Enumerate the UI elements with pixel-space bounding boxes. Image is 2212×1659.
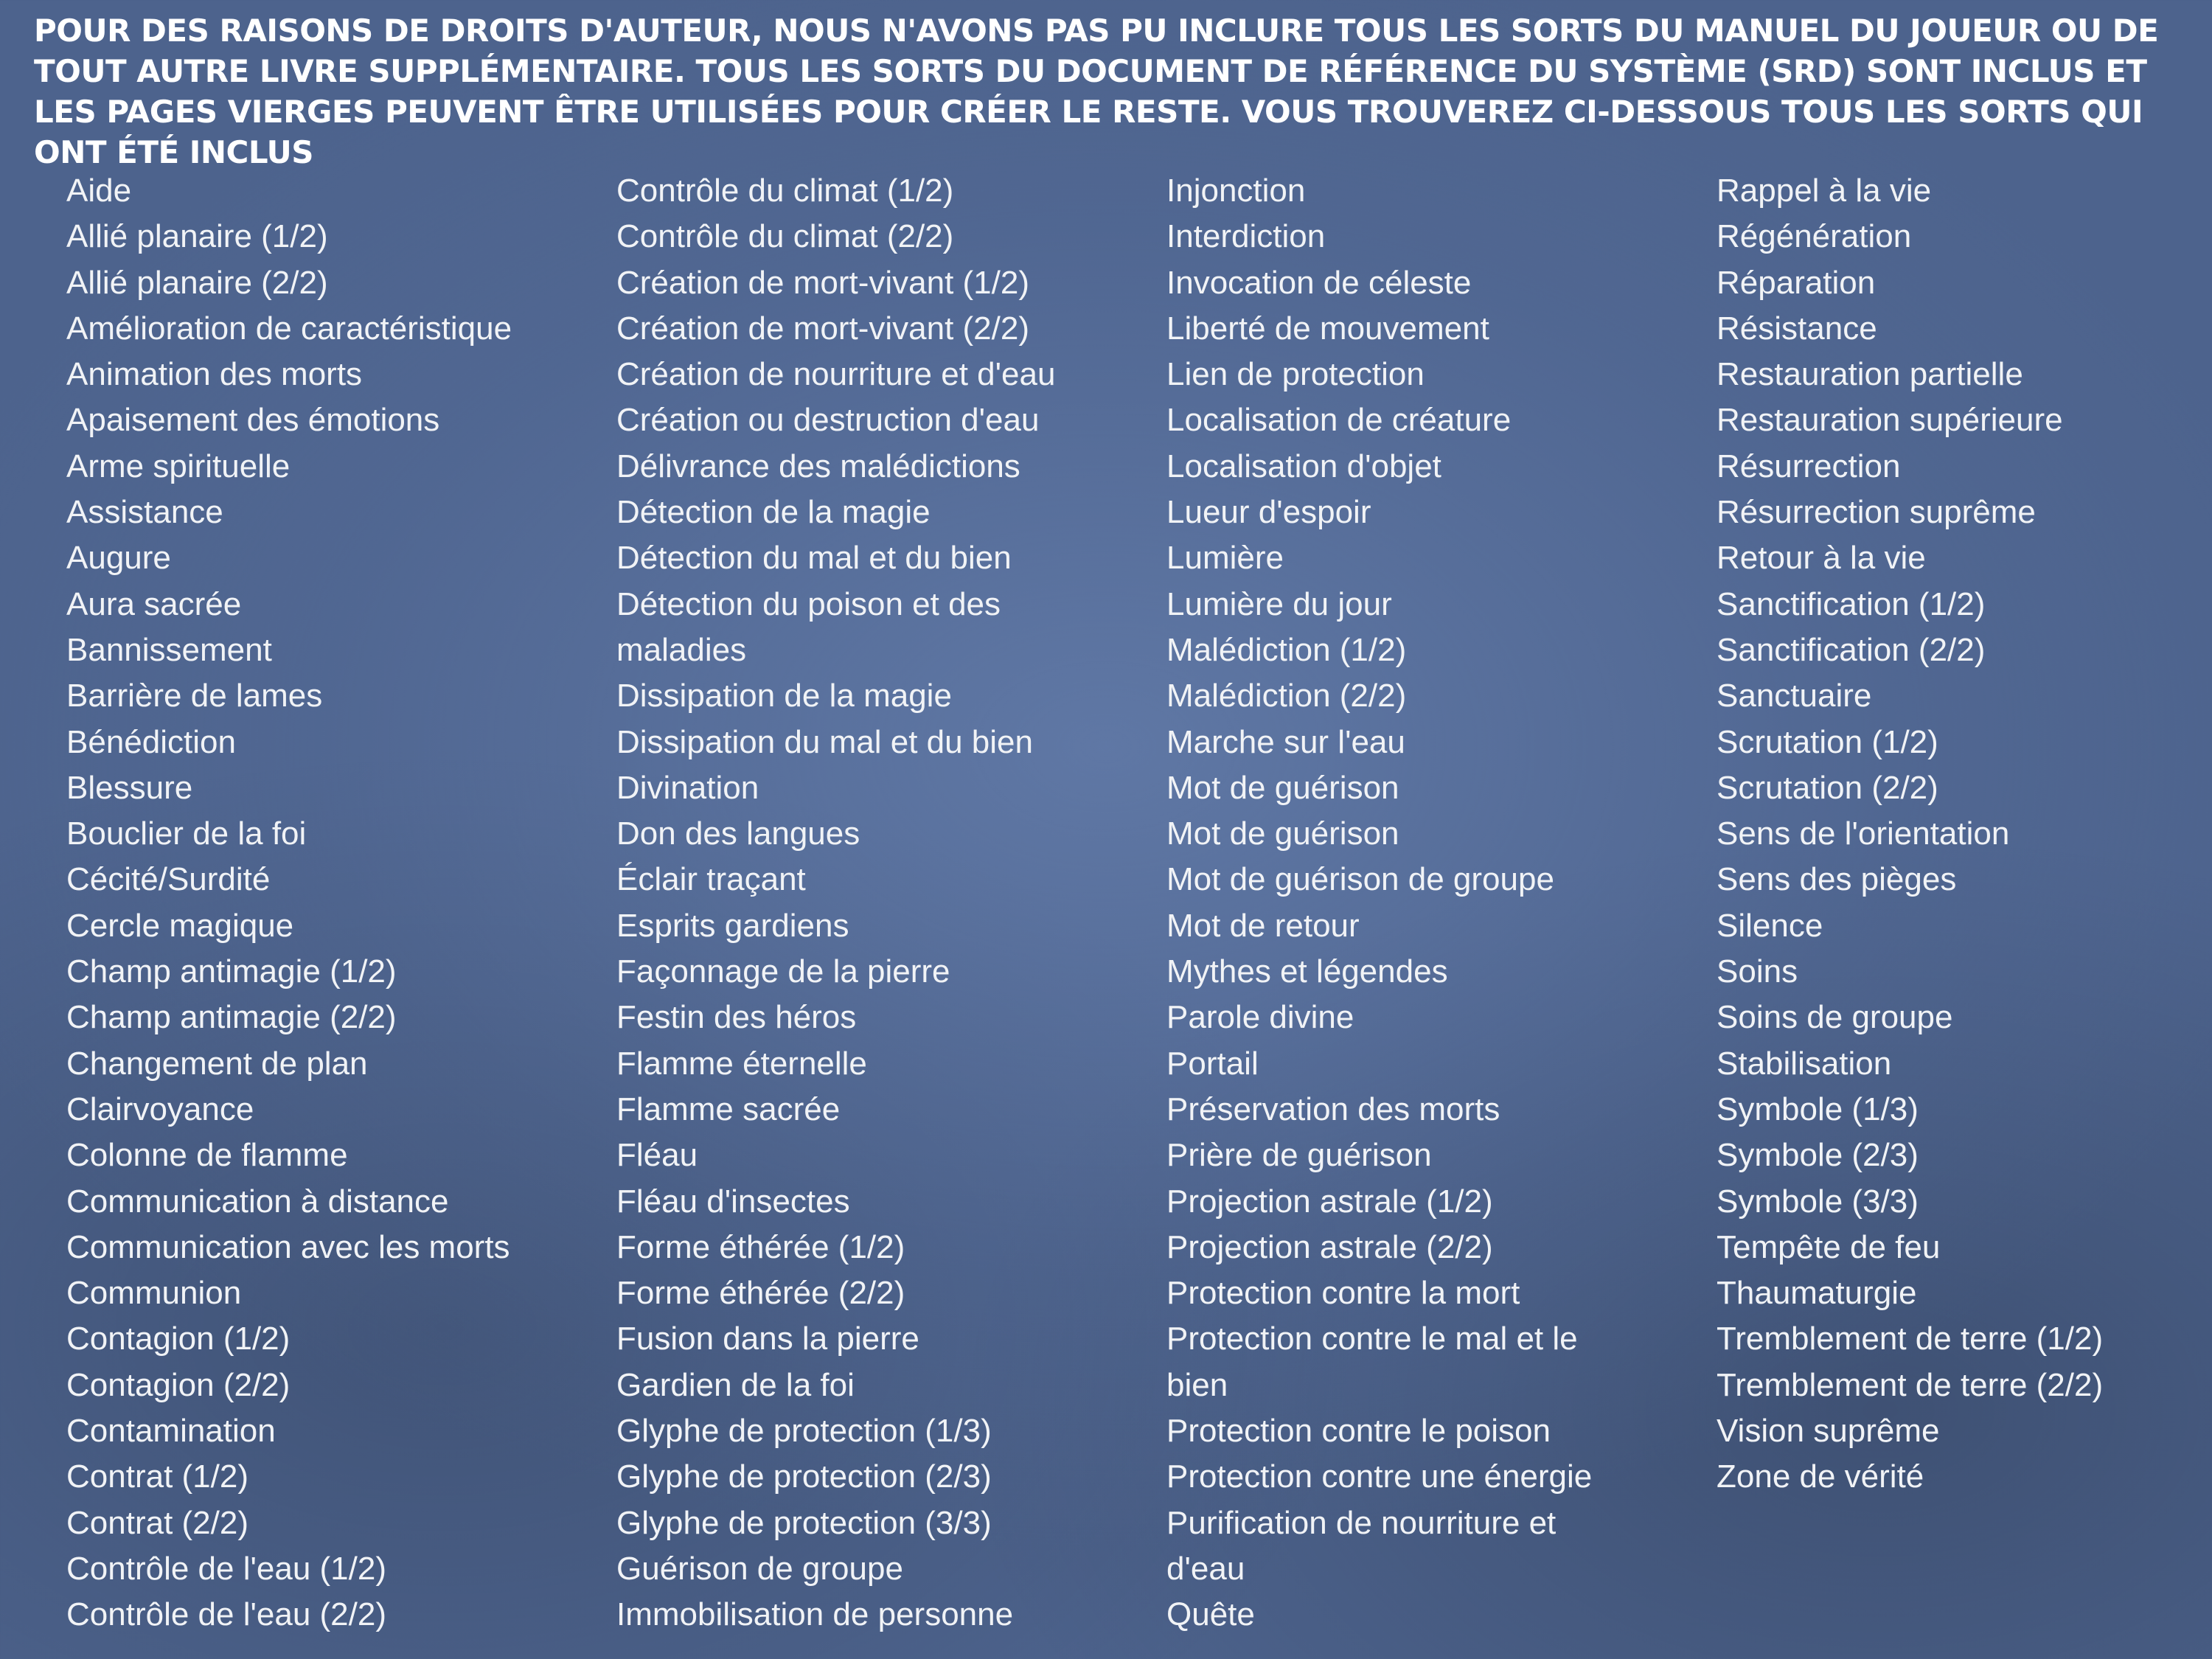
spell-list-item: Guérison de groupe bbox=[616, 1550, 903, 1587]
spell-list-item: Esprits gardiens bbox=[616, 907, 849, 944]
spell-list-item: Cécité/Surdité bbox=[66, 861, 271, 898]
spell-list-item: Détection du poison et des bbox=[616, 585, 1001, 622]
spell-list-item: Dissipation de la magie bbox=[616, 678, 952, 714]
spell-list-item: Communion bbox=[66, 1275, 242, 1312]
spell-column-4 bbox=[1717, 168, 2212, 1500]
spell-list-item: Détection du mal et du bien bbox=[616, 540, 1012, 577]
spell-list-item: Lien de protection bbox=[1166, 356, 1425, 393]
spell-list-item: Stabilisation bbox=[1717, 1045, 1892, 1082]
spell-list-item: Symbole (3/3) bbox=[1717, 1183, 1919, 1220]
spell-list-item: Contrat (2/2) bbox=[66, 1504, 248, 1541]
spell-list-item: d'eau bbox=[1166, 1550, 1245, 1587]
spell-list-item: Protection contre le poison bbox=[1166, 1413, 1551, 1450]
spell-list-item: Soins de groupe bbox=[1717, 999, 1953, 1036]
spell-list-item: Glyphe de protection (3/3) bbox=[616, 1504, 992, 1541]
spell-list-item: Localisation d'objet bbox=[1166, 448, 1441, 484]
spell-list-item: Régénération bbox=[1717, 218, 1912, 255]
spell-list-item: Contagion (1/2) bbox=[66, 1321, 291, 1357]
spell-list-item: Glyphe de protection (1/3) bbox=[616, 1413, 992, 1450]
spell-list-item: Projection astrale (1/2) bbox=[1166, 1183, 1493, 1220]
spell-list-item: bien bbox=[1166, 1366, 1228, 1403]
spell-list-item: Mot de guérison de groupe bbox=[1166, 861, 1554, 898]
spell-column-3 bbox=[1166, 168, 1712, 1638]
spell-list-item: Champ antimagie (1/2) bbox=[66, 953, 397, 990]
spell-list-item: Colonne de flamme bbox=[66, 1137, 348, 1174]
spell-list-item: Aura sacrée bbox=[66, 585, 242, 622]
spell-list-item: Portail bbox=[1166, 1045, 1259, 1082]
spell-list-item: Festin des héros bbox=[616, 999, 857, 1036]
spell-list-item: Sanctification (1/2) bbox=[1717, 585, 1986, 622]
spell-list-item: Tremblement de terre (2/2) bbox=[1717, 1366, 2104, 1403]
spell-list-item: Création de mort-vivant (2/2) bbox=[616, 310, 1029, 347]
spell-list-item: Mot de guérison bbox=[1166, 815, 1399, 852]
spell-list-item: maladies bbox=[616, 631, 747, 668]
spell-list-item: Création de mort-vivant (1/2) bbox=[616, 264, 1029, 301]
spell-list-item: Mythes et légendes bbox=[1166, 953, 1448, 990]
spell-list-item: Malédiction (2/2) bbox=[1166, 678, 1407, 714]
spell-list-item: Quête bbox=[1166, 1596, 1255, 1633]
spell-list-item: Retour à la vie bbox=[1717, 540, 1926, 577]
spell-list-item: Contrôle du climat (1/2) bbox=[616, 173, 954, 209]
spell-list-item: Sanctuaire bbox=[1717, 678, 1872, 714]
spell-list-item: Interdiction bbox=[1166, 218, 1326, 255]
spell-list-item: Forme éthérée (1/2) bbox=[616, 1228, 905, 1265]
spell-list-item: Contagion (2/2) bbox=[66, 1366, 291, 1403]
spell-list-item: Marche sur l'eau bbox=[1166, 723, 1405, 760]
spell-list-item: Sens de l'orientation bbox=[1717, 815, 2010, 852]
spell-list-item: Protection contre une énergie bbox=[1166, 1458, 1593, 1495]
spell-list-item: Vision suprême bbox=[1717, 1413, 1940, 1450]
spell-list-item: Communication à distance bbox=[66, 1183, 449, 1220]
spell-list-item: Augure bbox=[66, 540, 171, 577]
spell-list-item: Assistance bbox=[66, 494, 223, 531]
spell-list-item: Restauration partielle bbox=[1717, 356, 2023, 393]
spell-list-item: Zone de vérité bbox=[1717, 1458, 1924, 1495]
spell-list-item: Fléau bbox=[616, 1137, 698, 1174]
spell-list-item: Symbole (2/3) bbox=[1717, 1137, 1919, 1174]
spell-list-item: Communication avec les morts bbox=[66, 1228, 510, 1265]
spell-list-item: Création de nourriture et d'eau bbox=[616, 356, 1056, 393]
spell-list-item: Liberté de mouvement bbox=[1166, 310, 1489, 347]
spell-list-item: Injonction bbox=[1166, 173, 1306, 209]
spell-list-item: Barrière de lames bbox=[66, 678, 323, 714]
spell-list-item: Localisation de créature bbox=[1166, 402, 1512, 439]
spell-list-item: Purification de nourriture et bbox=[1166, 1504, 1557, 1541]
spell-list-item: Clairvoyance bbox=[66, 1091, 254, 1127]
spell-list-item: Malédiction (1/2) bbox=[1166, 631, 1407, 668]
spell-list-item: Résurrection suprême bbox=[1717, 494, 2036, 531]
spell-list-item: Façonnage de la pierre bbox=[616, 953, 950, 990]
spell-list-item: Protection contre la mort bbox=[1166, 1275, 1520, 1312]
spell-list-item: Glyphe de protection (2/3) bbox=[616, 1458, 992, 1495]
spell-list-item: Tempête de feu bbox=[1717, 1228, 1941, 1265]
spell-list-item: Allié planaire (2/2) bbox=[66, 264, 328, 301]
spell-list-item: Fléau d'insectes bbox=[616, 1183, 850, 1220]
spell-list-item: Animation des morts bbox=[66, 356, 363, 393]
spell-list-item: Délivrance des malédictions bbox=[616, 448, 1020, 484]
spell-list-item: Lumière du jour bbox=[1166, 585, 1392, 622]
spell-list-item: Invocation de céleste bbox=[1166, 264, 1472, 301]
spell-list-item: Préservation des morts bbox=[1166, 1091, 1500, 1127]
spell-column-2 bbox=[616, 168, 1162, 1638]
spell-list-item: Bouclier de la foi bbox=[66, 815, 307, 852]
spell-list-item: Aide bbox=[66, 173, 132, 209]
spell-list-item: Contrôle de l'eau (1/2) bbox=[66, 1550, 386, 1587]
spell-list-item: Contrat (1/2) bbox=[66, 1458, 248, 1495]
spell-list-item: Gardien de la foi bbox=[616, 1366, 855, 1403]
spell-list-item: Contamination bbox=[66, 1413, 276, 1450]
spell-list-item: Lueur d'espoir bbox=[1166, 494, 1371, 531]
spell-list-item: Mot de guérison bbox=[1166, 769, 1399, 806]
spell-list-item: Don des langues bbox=[616, 815, 860, 852]
spell-list-item: Sanctification (2/2) bbox=[1717, 631, 1986, 668]
spell-list-item: Flamme sacrée bbox=[616, 1091, 841, 1127]
spell-list-item: Contrôle du climat (2/2) bbox=[616, 218, 954, 255]
spell-list-item: Création ou destruction d'eau bbox=[616, 402, 1040, 439]
spell-list-item: Allié planaire (1/2) bbox=[66, 218, 328, 255]
spell-list-item: Immobilisation de personne bbox=[616, 1596, 1014, 1633]
spell-list-item: Symbole (1/3) bbox=[1717, 1091, 1919, 1127]
spell-list-item: Tremblement de terre (1/2) bbox=[1717, 1321, 2104, 1357]
spell-list-item: Apaisement des émotions bbox=[66, 402, 440, 439]
spell-list-item: Dissipation du mal et du bien bbox=[616, 723, 1033, 760]
spell-list-item: Scrutation (1/2) bbox=[1717, 723, 1938, 760]
spell-column-1 bbox=[66, 168, 612, 1638]
spell-list-item: Éclair traçant bbox=[616, 861, 806, 898]
spell-list-item: Soins bbox=[1717, 953, 1798, 990]
spell-list-item: Bénédiction bbox=[66, 723, 236, 760]
spell-list-item: Arme spirituelle bbox=[66, 448, 291, 484]
spell-list-item: Réparation bbox=[1717, 264, 1876, 301]
spell-list-item: Mot de retour bbox=[1166, 907, 1360, 944]
spell-list-item: Cercle magique bbox=[66, 907, 294, 944]
spell-list-item: Sens des pièges bbox=[1717, 861, 1957, 898]
spell-list-item: Thaumaturgie bbox=[1717, 1275, 1917, 1312]
spell-list-item: Lumière bbox=[1166, 540, 1284, 577]
spell-list-item: Restauration supérieure bbox=[1717, 402, 2063, 439]
spell-list-item: Contrôle de l'eau (2/2) bbox=[66, 1596, 386, 1633]
spell-list-item: Flamme éternelle bbox=[616, 1045, 867, 1082]
spell-list-item: Parole divine bbox=[1166, 999, 1354, 1036]
spell-list-item: Silence bbox=[1717, 907, 1823, 944]
spell-list bbox=[66, 168, 2205, 1635]
spell-list-item: Protection contre le mal et le bbox=[1166, 1321, 1578, 1357]
spell-list-item: Divination bbox=[616, 769, 759, 806]
spell-list-item: Résistance bbox=[1717, 310, 1877, 347]
spell-list-item: Bannissement bbox=[66, 631, 272, 668]
spell-list-item: Détection de la magie bbox=[616, 494, 931, 531]
spell-list-item: Prière de guérison bbox=[1166, 1137, 1432, 1174]
spell-list-item: Résurrection bbox=[1717, 448, 1901, 484]
spell-list-item: Scrutation (2/2) bbox=[1717, 769, 1938, 806]
spell-list-item: Rappel à la vie bbox=[1717, 173, 1932, 209]
spell-list-item: Fusion dans la pierre bbox=[616, 1321, 919, 1357]
intro-heading: POUR DES RAISONS DE DROITS D'AUTEUR, NOUS N'AVONS PAS PU INCLURE TOUS LES SORTS DU MANUEL DU JOUEUR OU DE TOUT AUTRE LIVRE SUPPLÉMENTAIRE. TOUS LES SORTS DU DOCUMENT DE RÉFÉRENCE DU SYSTÈME (SRD) SONT INCLUS ET LES PAGES VIERGES PEUVENT ÊTRE UTILISÉES POUR CRÉER LE RESTE. VOUS TROUVEREZ CI-DESSOUS TOUS LES SORTS QUI ONT ÉTÉ INCLUS bbox=[34, 13, 2159, 170]
spell-list-item: Amélioration de caractéristique bbox=[66, 310, 512, 347]
spell-list-item: Champ antimagie (2/2) bbox=[66, 999, 397, 1036]
spell-list-item: Changement de plan bbox=[66, 1045, 368, 1082]
spell-list-item: Projection astrale (2/2) bbox=[1166, 1228, 1493, 1265]
spell-list-item: Forme éthérée (2/2) bbox=[616, 1275, 905, 1312]
spell-list-item: Blessure bbox=[66, 769, 193, 806]
